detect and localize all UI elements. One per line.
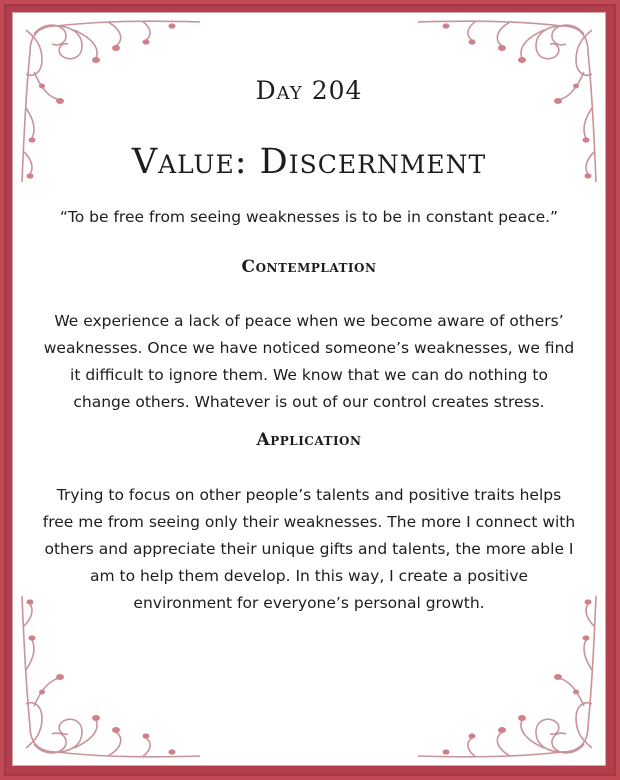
day-label: Day 204 [255, 76, 363, 105]
contemplation-text: We experience a lack of peace when we become aware of others’ weaknesses. Once we have noticed someone’s weaknesses, we find it difficult to ignore them. We know that we can do nothing to change others. Whatever is out of our control creates stress. [43, 312, 575, 411]
application-heading: Application [256, 430, 362, 450]
page-content [12, 12, 606, 766]
contemplation-heading: Contemplation [241, 257, 377, 277]
quote: “To be free from seeing weaknesses is to be in constant peace.” [59, 208, 559, 226]
application-text: Trying to focus on other people’s talents and positive traits helps free me from seeing only their weaknesses. The more I connect with others and appreciate their unique gifts and talents, the more able I am to help them develop. In this way, I create a positive environment for everyone’s personal growth. [42, 486, 576, 612]
page-title: Value: Discernment [131, 142, 487, 182]
page-card [12, 12, 606, 766]
